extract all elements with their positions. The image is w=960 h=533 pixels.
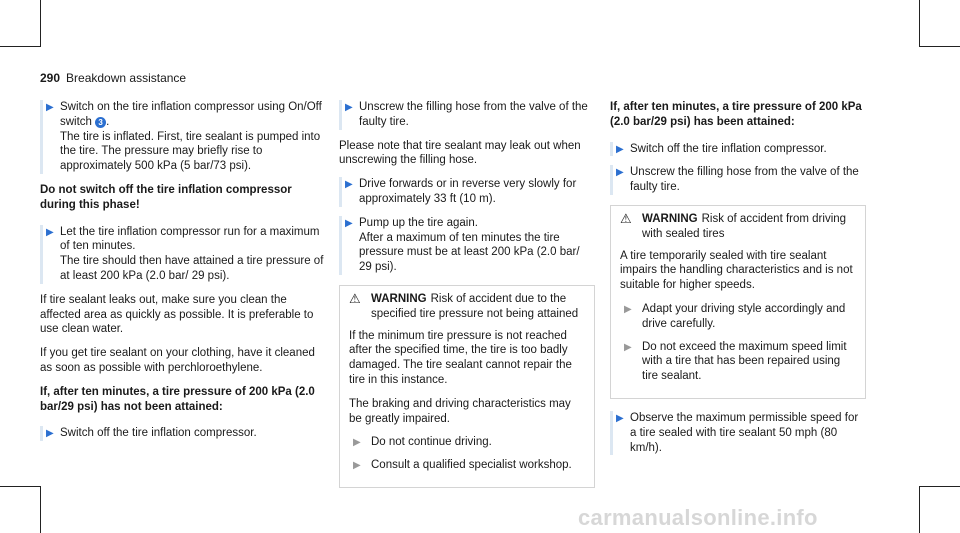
arrow-right-icon: ▶ — [624, 341, 632, 353]
paragraph: If the minimum tire pressure is not reached after the specified time, the tire is too badly damaged. The tire sealant cannot repair the tire in this instance. — [349, 329, 572, 386]
column-2 — [339, 100, 595, 500]
step — [610, 142, 866, 157]
section-heading: If, after ten minutes, a tire pressure of 200 kPa (2.0 bar/29 psi) has not been attained: — [40, 385, 315, 413]
step-text: Do not exceed the maximum speed limit with a tire that has been repaired using tire sealant. — [642, 340, 847, 383]
arrow-right-icon: ▶ — [345, 102, 353, 113]
paragraph: The braking and driving characteristics may be greatly impaired. — [349, 397, 571, 425]
section-heading: If, after ten minutes, a tire pressure of 200 kPa (2.0 bar/29 psi) has been attained: — [610, 101, 862, 128]
warning-header — [349, 292, 585, 322]
arrow-right-icon: ▶ — [616, 412, 624, 424]
warning-header — [620, 212, 856, 242]
warning-triangle-icon: ⚠ — [620, 210, 632, 226]
watermark: carmanualsonline.info — [578, 505, 818, 530]
step-text: Consult a qualified specialist workshop. — [371, 459, 572, 472]
step-result: The tire is inflated. First, tire sealant is pumped into the tire. The pressure may briefly rise to approximately 500 kPa (5 bar/73 psi). — [60, 130, 321, 173]
section-title: Breakdown assistance — [66, 71, 187, 85]
warning-box — [610, 205, 866, 399]
arrow-right-icon: ▶ — [353, 460, 361, 472]
step-result: After a maximum of ten minutes the tire pressure must be at least 200 kPa (2.0 bar/ 29 psi). — [359, 231, 580, 274]
column-1 — [40, 100, 328, 450]
crop-mark — [919, 0, 920, 47]
arrow-right-icon: ▶ — [616, 143, 624, 155]
step-text: Drive forwards or in reverse very slowly for approximately 33 ft (10 m). — [359, 178, 577, 205]
step — [40, 225, 328, 284]
arrow-right-icon: ▶ — [46, 102, 54, 113]
arrow-right-icon: ▶ — [46, 428, 54, 440]
warning-step — [620, 302, 856, 332]
crop-mark — [919, 486, 920, 533]
step — [610, 165, 866, 195]
warning-title: Risk of accident from driving with sealed tires — [642, 212, 847, 240]
step-text: Switch off the tire inflation compressor. — [630, 142, 827, 155]
warning-label: WARNING — [371, 292, 427, 305]
step — [40, 100, 328, 174]
step — [610, 411, 866, 455]
crop-mark — [0, 486, 40, 487]
callout-badge: 3 — [95, 117, 106, 128]
crop-mark — [40, 486, 41, 533]
crop-mark — [919, 486, 960, 487]
section-heading: Do not switch off the tire inflation compressor during this phase! — [40, 183, 292, 211]
arrow-right-icon: ▶ — [46, 226, 54, 238]
arrow-right-icon: ▶ — [616, 167, 624, 179]
arrow-right-icon: ▶ — [345, 217, 353, 229]
warning-step — [349, 458, 585, 473]
step-text: Unscrew the filling hose from the valve of the faulty tire. — [359, 101, 588, 128]
step — [339, 100, 595, 130]
step-text: Let the tire inflation compressor run for a maximum of ten minutes. — [60, 225, 320, 253]
paragraph: If you get tire sealant on your clothing, have it cleaned as soon as possible with perchloroethylene. — [40, 347, 315, 374]
warning-step — [620, 340, 856, 384]
step-text: Switch on the tire inflation compressor using On/Off switch — [60, 101, 322, 128]
step-text: Adapt your driving style accordingly and drive carefully. — [642, 302, 846, 330]
crop-mark — [0, 46, 40, 47]
step-text: Switch off the tire inflation compressor. — [60, 427, 257, 440]
warning-label: WARNING — [642, 212, 698, 225]
crop-mark — [40, 0, 41, 47]
column-3 — [610, 100, 866, 464]
step-text: . — [106, 115, 110, 128]
step-text: Do not continue driving. — [371, 436, 492, 449]
crop-mark — [919, 46, 960, 47]
warning-step — [349, 435, 585, 450]
warning-triangle-icon: ⚠ — [349, 290, 361, 306]
step-text: Observe the maximum permissible speed for a tire sealed with tire sealant 50 mph (80 km/h). — [630, 411, 859, 454]
step-text: Unscrew the filling hose from the valve of the faulty tire. — [630, 166, 859, 194]
step — [339, 177, 595, 207]
page-header — [40, 71, 186, 85]
step-result: The tire should then have attained a tire pressure of at least 200 kPa (2.0 bar/ 29 psi). — [60, 255, 324, 282]
paragraph: Please note that tire sealant may leak out when unscrewing the filling hose. — [339, 139, 581, 167]
warning-title: Risk of accident due to the specified tire pressure not being attained — [371, 292, 579, 320]
page-number: 290 — [40, 71, 61, 85]
arrow-right-icon: ▶ — [345, 179, 353, 191]
step-text: Pump up the tire again. — [359, 216, 478, 229]
warning-box — [339, 285, 595, 488]
paragraph: A tire temporarily sealed with tire sealant impairs the handling characteristics and is not suitable for higher speeds. — [620, 249, 853, 292]
arrow-right-icon: ▶ — [353, 437, 361, 449]
step — [40, 426, 328, 441]
arrow-right-icon: ▶ — [624, 303, 632, 315]
paragraph: If tire sealant leaks out, make sure you clean the affected area as quickly as possible. It is preferable to use clean water. — [40, 293, 314, 336]
step — [339, 216, 595, 275]
